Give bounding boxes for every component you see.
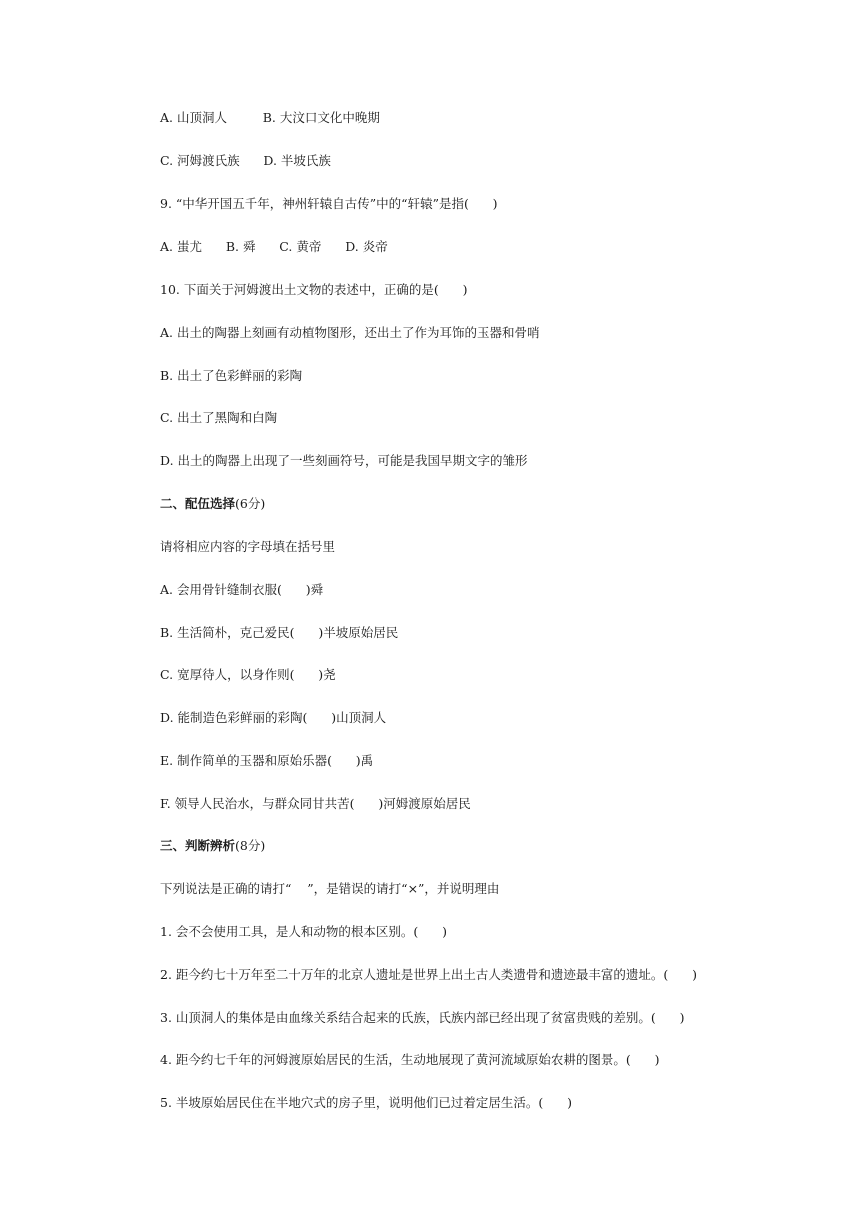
option-line-8cd: C. 河姆渡氏族 D. 半坡氏族 [160, 153, 331, 168]
judgment-3: 3. 山顶洞人的集体是由血缘关系结合起来的氏族，氏族内部已经出现了贫富贵贱的差别。( ) [160, 1010, 685, 1025]
matching-d: D. 能制造色彩鲜丽的彩陶( )山顶洞人 [160, 710, 387, 725]
matching-f: F. 领导人民治水，与群众同甘共苦( )河姆渡原始居民 [160, 796, 471, 811]
matching-e: E. 制作简单的玉器和原始乐器( )禹 [160, 753, 374, 768]
option-10c: C. 出土了黑陶和白陶 [160, 410, 278, 425]
judgment-5: 5. 半坡原始居民住在半地穴式的房子里，说明他们已过着定居生活。( ) [160, 1095, 572, 1110]
judgment-instruction: 下列说法是正确的请打“ ”，是错误的请打“×”，并说明理由 [160, 881, 500, 896]
judgment-1: 1. 会不会使用工具，是人和动物的根本区别。( ) [160, 924, 447, 939]
question-10: 10. 下面关于河姆渡出土文物的表述中，正确的是( ) [160, 282, 468, 297]
section-heading-judgment [160, 838, 265, 854]
section-heading-judgment-score: (8分) [235, 838, 266, 853]
judgment-4: 4. 距今约七千年的河姆渡原始居民的生活，生动地展现了黄河流域原始农耕的图景。( ) [160, 1052, 660, 1067]
section-heading-matching [160, 496, 265, 512]
options-9: A. 蚩尤 B. 舜 C. 黄帝 D. 炎帝 [160, 239, 388, 254]
judgment-2: 2. 距今约七十万年至二十万年的北京人遗址是世界上出土古人类遗骨和遗迹最丰富的遗址。( ) [160, 967, 697, 982]
question-9: 9. “中华开国五千年，神州轩辕自古传”中的“轩辕”是指( ) [160, 196, 498, 211]
matching-a: A. 会用骨针缝制衣服( )舜 [160, 582, 324, 597]
section-heading-matching-score: (6分) [235, 496, 266, 511]
option-10d: D. 出土的陶器上出现了一些刻画符号，可能是我国早期文字的雏形 [160, 453, 528, 468]
option-line-8ab: A. 山顶洞人 B. 大汶口文化中晚期 [160, 110, 380, 125]
matching-instruction: 请将相应内容的字母填在括号里 [160, 539, 336, 554]
matching-b: B. 生活简朴，克己爱民( )半坡原始居民 [160, 625, 399, 640]
option-10a: A. 出土的陶器上刻画有动植物图形，还出土了作为耳饰的玉器和骨哨 [160, 325, 540, 340]
section-heading-judgment-title: 三、判断辨析 [160, 838, 236, 853]
option-10b: B. 出土了色彩鲜丽的彩陶 [160, 368, 303, 383]
matching-c: C. 宽厚待人，以身作则( )尧 [160, 667, 336, 682]
section-heading-matching-title: 二、配伍选择 [160, 496, 236, 511]
